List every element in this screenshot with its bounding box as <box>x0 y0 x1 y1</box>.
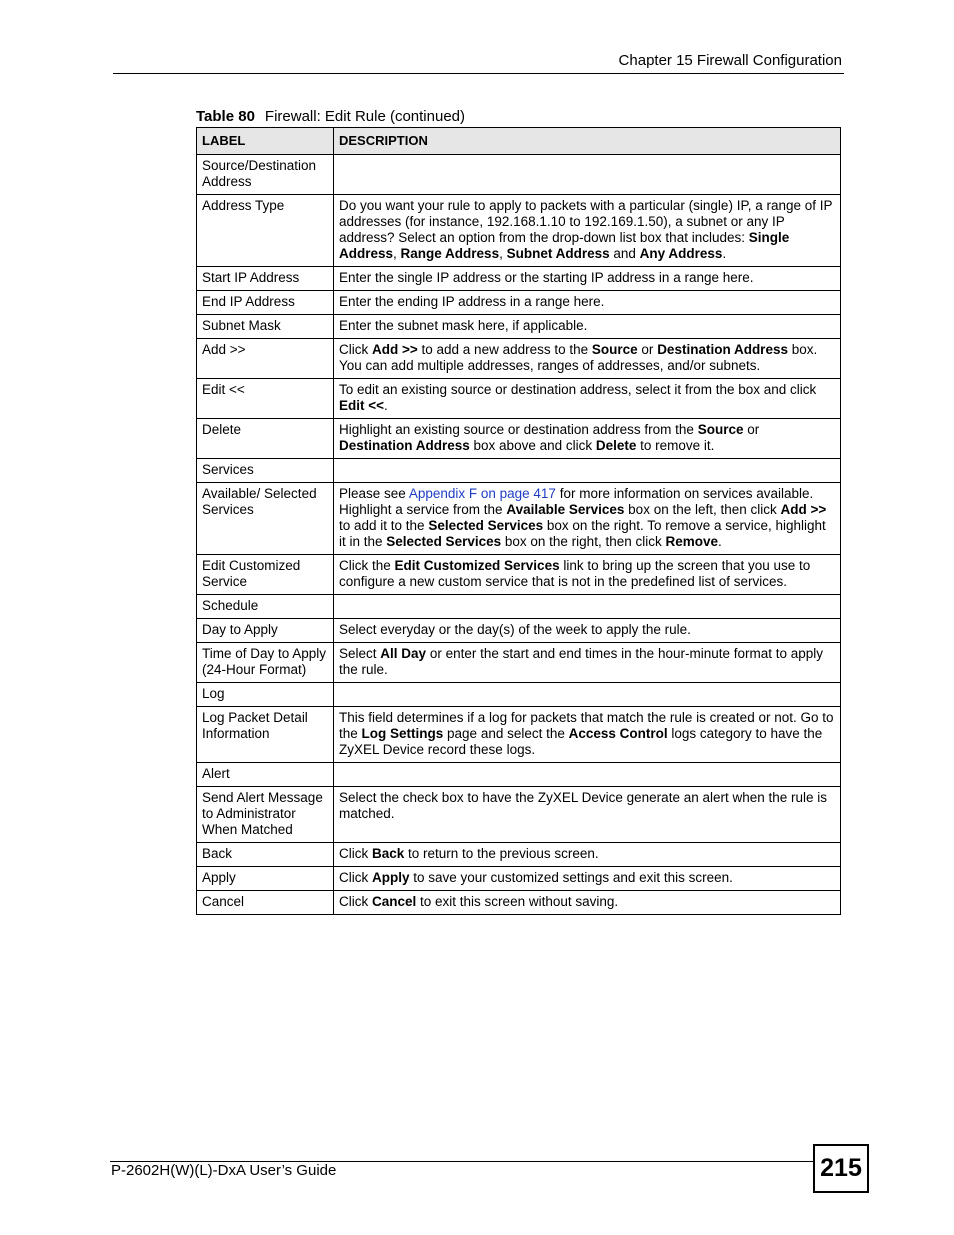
row-description <box>334 683 841 707</box>
bold-term: Cancel <box>372 894 417 909</box>
table-row <box>197 643 841 683</box>
table-row <box>197 339 841 379</box>
description-text: logs category to have the ZyXEL Device record these logs. <box>339 726 823 757</box>
table-row <box>197 419 841 459</box>
description-text: , <box>499 246 507 261</box>
bold-term: Single Address <box>339 230 790 261</box>
description-text: Click <box>339 846 372 861</box>
row-description <box>334 643 841 683</box>
table-row <box>197 891 841 915</box>
description-text: to add a new address to the <box>417 342 592 357</box>
row-description <box>334 155 841 195</box>
row-label: Day to Apply <box>197 619 334 643</box>
description-text: . <box>722 246 727 261</box>
bold-term: Edit Customized Services <box>394 558 560 573</box>
row-description <box>334 763 841 787</box>
description-text: To edit an existing source or destination address, select it from the box and click <box>339 382 817 397</box>
table-row <box>197 315 841 339</box>
description-text: box on the right. To remove a service, highlight it in the <box>339 518 826 549</box>
bold-term: Source <box>591 342 638 357</box>
table-row <box>197 379 841 419</box>
description-text: Enter the ending IP address in a range here. <box>339 294 605 309</box>
table-row <box>197 155 841 195</box>
table-row <box>197 619 841 643</box>
bold-term: Source <box>697 422 744 437</box>
row-label: Send Alert Message to Administrator When Matched <box>197 787 334 843</box>
label-column-header: LABEL <box>197 128 334 155</box>
description-text: Please see <box>339 486 409 501</box>
row-description <box>334 379 841 419</box>
row-description <box>334 555 841 595</box>
row-label: Source/Destination Address <box>197 155 334 195</box>
row-label: Subnet Mask <box>197 315 334 339</box>
bold-term: Range Address <box>400 246 500 261</box>
row-description <box>334 867 841 891</box>
description-text: Click <box>339 894 372 909</box>
table-row <box>197 763 841 787</box>
row-description <box>334 339 841 379</box>
description-text: to return to the previous screen. <box>404 846 599 861</box>
bold-term: Delete <box>595 438 637 453</box>
row-description <box>334 595 841 619</box>
row-label: Back <box>197 843 334 867</box>
table-number: Table 80 <box>196 108 255 125</box>
row-label: Log <box>197 683 334 707</box>
bold-term: Selected Services <box>386 534 502 549</box>
row-description <box>334 787 841 843</box>
description-text: This field determines if a log for packets that match the rule is created or not. Go to the <box>339 710 834 741</box>
table-row <box>197 787 841 843</box>
row-description <box>334 891 841 915</box>
description-text: Enter the subnet mask here, if applicable. <box>339 318 588 333</box>
description-text: to remove it. <box>636 438 715 453</box>
header-rule <box>113 73 844 74</box>
bold-term: Remove <box>665 534 718 549</box>
table-row <box>197 683 841 707</box>
bold-term: Access Control <box>568 726 668 741</box>
description-text: to save your customized settings and exit this screen. <box>409 870 733 885</box>
row-description <box>334 459 841 483</box>
bold-term: Add >> <box>780 502 827 517</box>
row-description <box>334 619 841 643</box>
table-header-row <box>197 128 841 155</box>
description-text: Click the <box>339 558 395 573</box>
row-label: Time of Day to Apply (24-Hour Format) <box>197 643 334 683</box>
row-description <box>334 267 841 291</box>
table-row <box>197 867 841 891</box>
description-text: to add it to the <box>339 518 429 533</box>
description-text: or <box>637 342 658 357</box>
description-text: Click <box>339 870 372 885</box>
description-text: box on the left, then click <box>624 502 781 517</box>
bold-term: Log Settings <box>361 726 444 741</box>
table-row <box>197 595 841 619</box>
table-row <box>197 555 841 595</box>
description-text: Select <box>339 646 381 661</box>
appendix-link[interactable]: Appendix F on page 417 <box>408 486 556 501</box>
row-label: End IP Address <box>197 291 334 315</box>
bold-term: Destination Address <box>657 342 788 357</box>
table-row <box>197 195 841 267</box>
row-label: Cancel <box>197 891 334 915</box>
description-text: . <box>718 534 722 549</box>
description-text: , <box>393 246 401 261</box>
table-row <box>197 267 841 291</box>
bold-term: Selected Services <box>428 518 544 533</box>
table-row <box>197 291 841 315</box>
description-text: Highlight an existing source or destination address from the <box>339 422 698 437</box>
row-label: Services <box>197 459 334 483</box>
description-text: Click <box>339 342 372 357</box>
row-label: Apply <box>197 867 334 891</box>
table-row <box>197 483 841 555</box>
row-label: Edit << <box>197 379 334 419</box>
description-text: box on the right, then click <box>501 534 666 549</box>
table-title: Firewall: Edit Rule (continued) <box>264 108 466 125</box>
bold-term: Available Services <box>506 502 625 517</box>
row-description <box>334 315 841 339</box>
description-text: link to bring up the screen that you use to configure a new custom service that is not in the predefined list of services. <box>339 558 811 589</box>
row-label: Available/ Selected Services <box>197 483 334 555</box>
guide-title: P-2602H(W)(L)-DxA User’s Guide <box>111 1162 337 1179</box>
table-row <box>197 459 841 483</box>
row-label: Address Type <box>197 195 334 267</box>
row-label: Alert <box>197 763 334 787</box>
description-text: page and select the <box>443 726 569 741</box>
row-label: Add >> <box>197 339 334 379</box>
description-text: . <box>384 398 388 413</box>
page-number: 215 <box>813 1144 869 1193</box>
description-text: or enter the start and end times in the hour-minute format to apply the rule. <box>339 646 824 677</box>
chapter-header: Chapter 15 Firewall Configuration <box>618 52 842 69</box>
description-text: box. You can add multiple addresses, ranges of addresses, and/or subnets. <box>339 342 818 373</box>
table-caption <box>196 108 465 125</box>
firewall-edit-rule-table <box>196 127 841 915</box>
table-row <box>197 843 841 867</box>
row-label: Log Packet Detail Information <box>197 707 334 763</box>
bold-term: Subnet Address <box>506 246 610 261</box>
description-text: Select everyday or the day(s) of the week to apply the rule. <box>339 622 691 637</box>
row-description <box>334 483 841 555</box>
description-text: to exit this screen without saving. <box>416 894 619 909</box>
description-text: and <box>609 246 640 261</box>
row-description <box>334 419 841 459</box>
description-text: box above and click <box>469 438 596 453</box>
row-description <box>334 195 841 267</box>
description-text: for more information on services available. Highlight a service from the <box>339 486 814 517</box>
bold-term: Destination Address <box>339 438 470 453</box>
description-column-header: DESCRIPTION <box>334 128 841 155</box>
row-label: Start IP Address <box>197 267 334 291</box>
bold-term: All Day <box>380 646 427 661</box>
bold-term: Add >> <box>372 342 418 357</box>
description-text: Select the check box to have the ZyXEL Device generate an alert when the rule is matched. <box>339 790 828 821</box>
description-text: Do you want your rule to apply to packets with a particular (single) IP, a range of IP addresses (for instance, 192.168.1.10 to 192.169.1.50), a subnet or any IP address? Select an option from the drop-down list box that includes: <box>339 198 833 245</box>
row-label: Schedule <box>197 595 334 619</box>
table-body <box>197 155 841 915</box>
row-description <box>334 843 841 867</box>
description-text: or <box>743 422 760 437</box>
bold-term: Apply <box>372 870 410 885</box>
row-label: Edit Customized Service <box>197 555 334 595</box>
bold-term: Back <box>372 846 405 861</box>
bold-term: Edit << <box>339 398 385 413</box>
row-label: Delete <box>197 419 334 459</box>
row-description <box>334 291 841 315</box>
row-description <box>334 707 841 763</box>
table-row <box>197 707 841 763</box>
bold-term: Any Address <box>639 246 723 261</box>
description-text: Enter the single IP address or the starting IP address in a range here. <box>339 270 754 285</box>
